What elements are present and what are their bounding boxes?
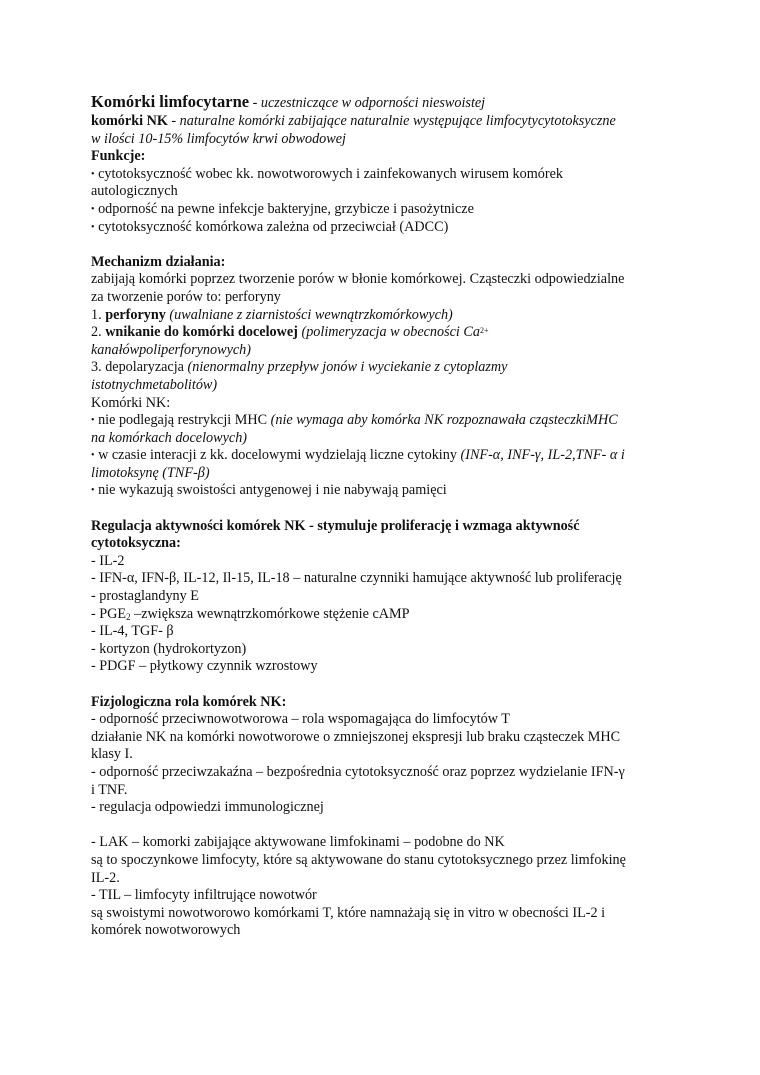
step-1: 1. perforyny (uwalniane z ziarnistości wewnątrzkomórkowych) (91, 306, 453, 323)
bullet-icon: • (91, 203, 95, 215)
title-line (91, 92, 681, 113)
mechanizm-intro-2: za tworzenie porów to: perforyny (91, 288, 281, 305)
mechanizm-intro: zabijają komórki poprzez tworzenie porów w błonie komórkowej. Cząsteczki odpowiedzialne (91, 271, 625, 288)
til-line: są swoistymi nowotworowo komórkami T, które namnażają się in vitro w obecności IL-2 i (91, 904, 606, 921)
rola-line: klasy I. (91, 746, 133, 763)
lak-line: są to spoczynkowe limfocyty, które są aktywowane do stanu cytotoksycznego przez limfokinę (91, 851, 626, 868)
regulacja-heading-2: cytotoksyczna: (91, 535, 181, 552)
regulacja-item: - kortyzon (hydrokortyzon) (91, 640, 247, 657)
funkcje-item: • odporność na pewne infekcje bakteryjne, grzybicze i pasożytnicze (91, 200, 474, 217)
rola-heading: Fizjologiczna rola komórek NK: (91, 693, 287, 710)
funkcje-item: • cytotoksyczność komórkowa zależna od przeciwciał (ADCC) (91, 218, 449, 235)
funkcje-heading: Funkcje: (91, 148, 146, 165)
nk-item: • nie wykazują swoistości antygenowej i nie nabywają pamięci (91, 482, 447, 499)
nk-item-cont: na komórkach docelowych) (91, 429, 248, 446)
rola-line: i TNF. (91, 781, 128, 798)
step-2: 2. wnikanie do komórki docelowej (polimeryzacja w obecności $Ca^{2+}$ (91, 324, 489, 341)
lak-line: - LAK – komorki zabijające aktywowane limfokinami – podobne do NK (91, 834, 505, 851)
nk-description: - naturalne komórki zabijające naturalnie występujące limfocytycytotoksyczne (167, 113, 616, 129)
regulacja-heading: Regulacja aktywności komórek NK - stymuluje proliferację i wzmaga aktywność (91, 517, 580, 534)
regulacja-item: - IL-2 (91, 552, 125, 569)
bullet-icon: • (91, 221, 95, 233)
til-line: komórek nowotworowych (91, 922, 241, 939)
bullet-icon: • (91, 415, 95, 427)
til-line: - TIL – limfocyty infiltrujące nowotwór (91, 887, 317, 904)
rola-line: działanie NK na komórki nowotworowe o zmniejszonej ekspresji lub braku cząsteczek MHC (91, 728, 621, 745)
regulacja-item: - prostaglandyny E (91, 588, 199, 605)
nk-description-2: w ilości 10-15% limfocytów krwi obwodowej (91, 130, 346, 147)
spacer (91, 500, 681, 518)
rola-line: - odporność przeciwnowotworowa – rola wspomagająca do limfocytów T (91, 711, 510, 728)
regulacja-item: - IL-4, TGF- β (91, 623, 174, 640)
spacer (91, 676, 681, 694)
document-title: Komórki limfocytarne (91, 92, 250, 111)
nk-definition-line (91, 113, 681, 131)
regulacja-item: - $PGE_2$ –zwiększa wewnątrzkomórkowe stężenie cAMP (91, 605, 410, 622)
title-suffix: - uczestniczące w odporności nieswoistej (249, 95, 486, 111)
nk-label: komórki NK (91, 113, 168, 129)
bullet-icon: • (91, 450, 95, 462)
spacer (91, 236, 681, 254)
step-3-cont: istotnychmetabolitów) (91, 376, 218, 393)
nk-item: • w czasie interacji z kk. docelowymi wydzielają liczne cytokiny (INF-α, INF-γ, IL-2,TNF- α i (91, 447, 625, 464)
rola-line: - regulacja odpowiedzi immunologicznej (91, 799, 324, 816)
lak-line: IL-2. (91, 869, 120, 886)
nk-item-cont: limotoksynę (TNF-β) (91, 464, 210, 481)
rola-line: - odporność przeciwzakaźna – bezpośrednia cytotoksyczność oraz poprzez wydzielanie IFN-γ (91, 763, 625, 780)
spacer (91, 817, 681, 835)
step-3: 3. depolaryzacja (nienormalny przepływ jonów i wyciekanie z cytoplazmy (91, 359, 508, 376)
funkcje-item-cont: autologicznych (91, 183, 178, 200)
mechanizm-heading: Mechanizm działania: (91, 253, 226, 270)
bullet-icon: • (91, 168, 95, 180)
step-2-cont: kanałówpoliperforynowych) (91, 341, 251, 358)
document-page (91, 92, 681, 940)
nk-subheading: Komórki NK: (91, 394, 171, 411)
regulacja-item: - IFN-α, IFN-β, IL-12, Il-15, IL-18 – naturalne czynniki hamujące aktywność lub proliferację (91, 570, 622, 587)
nk-item: • nie podlegają restrykcji MHC (nie wymaga aby komórka NK rozpoznawała cząsteczkiMHC (91, 412, 618, 429)
bullet-icon: • (91, 485, 95, 497)
funkcje-item: • cytotoksyczność wobec kk. nowotworowych i zainfekowanych wirusem komórek (91, 165, 563, 182)
regulacja-item: - PDGF – płytkowy czynnik wzrostowy (91, 658, 318, 675)
